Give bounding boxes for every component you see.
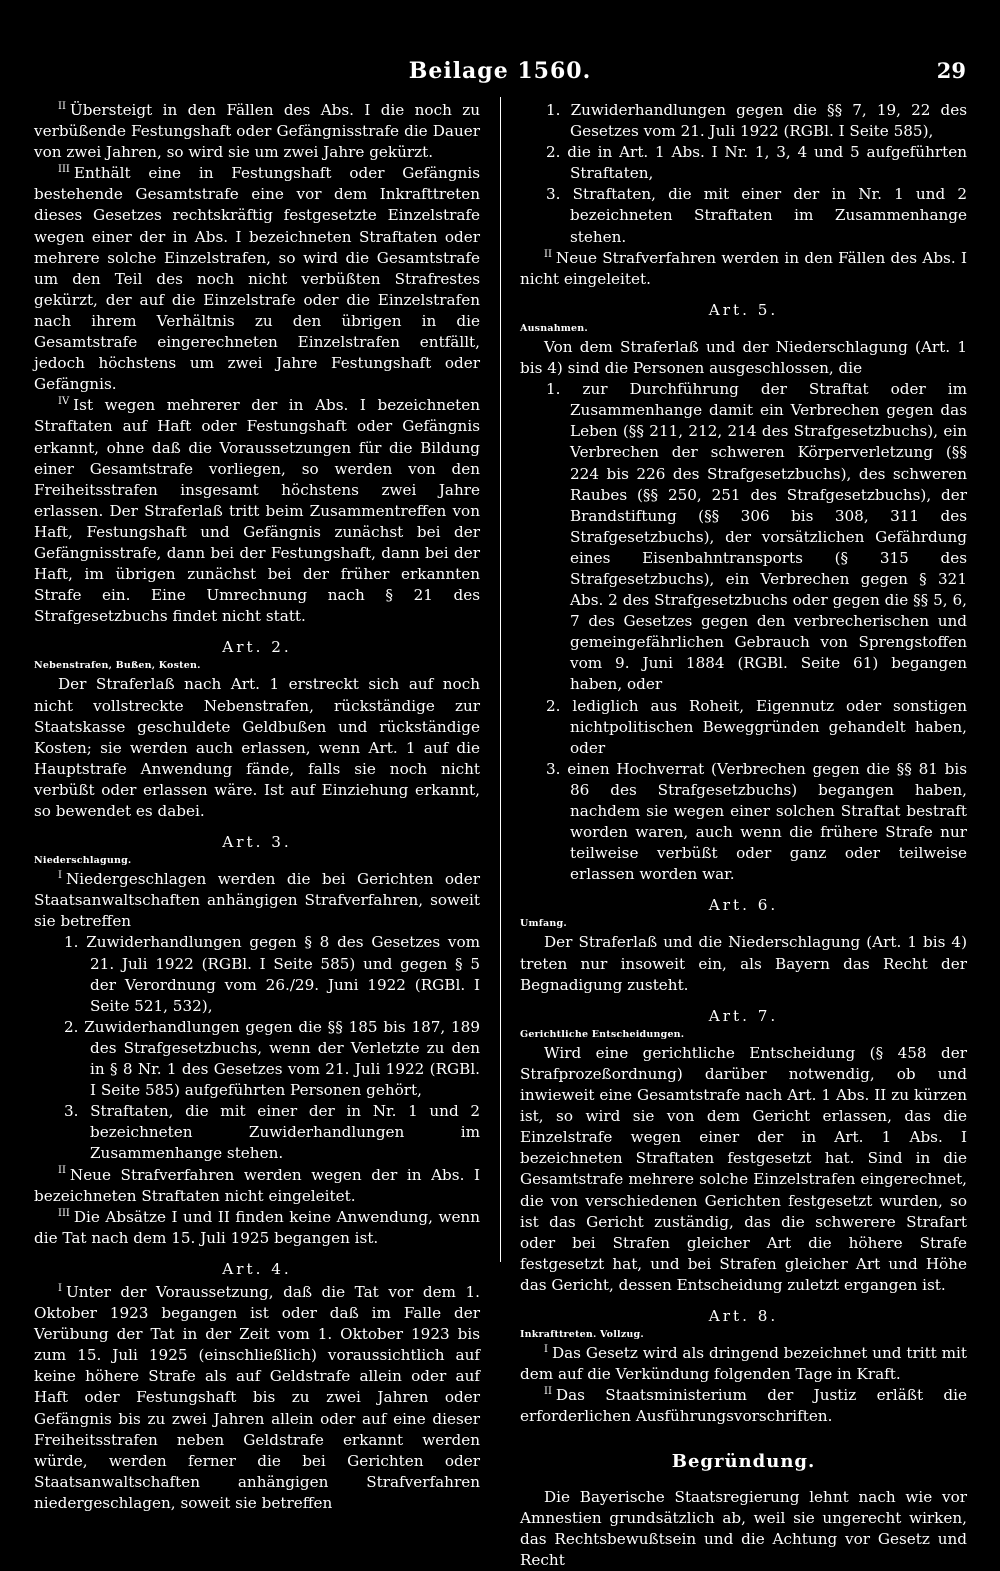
paragraph [520, 1343, 967, 1385]
paragraph-marker: II [544, 1386, 552, 1398]
list-item: 3. Straftaten, die mit einer der in Nr. 1 und 2 bezeichneten Straftaten im Zusammenhange stehen. [546, 185, 967, 246]
page-number: 29 [936, 58, 966, 83]
paragraph-text: Unter der Voraussetzung, daß die Tat vor dem 1. Oktober 1923 begangen ist oder daß im Falle der Verübung der Tat in der Zeit vom 1. Oktober 1923 bis zum 15. Juli 1925 (einschließlich) voraussichtlich auf keine höhere Strafe als auf Geldstrafe allein oder auf Haft oder Festungshaft bis zu zwei Jahren oder Gefängnis bis zu zwei Jahren allein oder auf eine dieser Freiheitsstrafen neben Geldstrafe erkannt werden würde, werden ferner die bei Gerichten oder Staatsanwaltschaften anhängigen Strafverfahren niedergeschlagen, soweit sie betreffen [34, 1282, 480, 1512]
article-heading: Art. 4. [222, 1259, 292, 1278]
column-divider [500, 97, 501, 1262]
paragraph [34, 1282, 480, 1514]
list-item: 3. Straftaten, die mit einer der in Nr. 1 und 2 bezeichneten Zuwiderhandlungen im Zusammenhange stehen. [64, 1102, 480, 1163]
left-column [34, 100, 480, 1514]
margin-note: Nebenstrafen, Bußen, Kosten. [34, 660, 201, 672]
paragraph-marker: IV [58, 396, 70, 408]
paragraph: Wird eine gerichtliche Entscheidung (§ 458 der Strafprozeßordnung) darüber notwendig, ob und inwieweit eine Gesamtstrafe nach Art. 1 Abs. II zu kürzen ist, so wird sie von dem Gericht erlassen, das die Einzelstrafe wegen einer der in Art. 1 Abs. I bezeichneten Straftaten festgesetzt hat. Sind in die Gesamtstrafe mehrere solche Einzelstrafen eingerechnet, die von verschiedenen Gerichten festgesetzt wurden, so ist das Gericht zuständig, das die schwerere Strafart oder bei Strafen gleicher Art die höhere Strafe festgesetzt hat, und bei Strafen gleicher Art und Höhe das Gericht, dessen Entscheidung zuletzt ergangen ist. [520, 1043, 967, 1294]
margin-note: Gerichtliche Entscheidungen. [520, 1028, 685, 1040]
list-item: 2. Zuwiderhandlungen gegen die §§ 185 bis 187, 189 des Strafgesetzbuchs, wenn der Verletzte zu den in § 8 Nr. 1 des Gesetzes vom 21. Juli 1922 (RGBl. I Seite 585) aufgeführten Personen gehört, [64, 1017, 480, 1100]
margin-note: Inkrafttreten. Vollzug. [520, 1329, 644, 1341]
paragraph-marker: I [58, 1282, 62, 1294]
paragraph: Der Straferlaß und die Niederschlagung (Art. 1 bis 4) treten nur insoweit ein, als Bayern das Recht der Begnadigung zusteht. [520, 933, 967, 994]
paragraph [34, 1207, 480, 1249]
paragraph: Der Straferlaß nach Art. 1 erstreckt sich auf noch nicht vollstreckte Nebenstrafen, rückständige zur Staatskasse geschuldete Geldbußen und rückständige Kosten; sie werden auch erlassen, wenn Art. 1 auf die Hauptstrafe Anwendung fände, falls sie noch nicht verbüßt oder erlassen wäre. Ist auf Einziehung erkannt, so bewendet es dabei. [34, 675, 480, 820]
right-column [520, 100, 967, 1571]
page-title: Beilage 1560. [408, 58, 592, 84]
paragraph-marker: II [58, 100, 66, 112]
paragraph [520, 1385, 967, 1427]
list-item: 2. die in Art. 1 Abs. I Nr. 1, 3, 4 und 5 aufgeführten Straftaten, [546, 143, 967, 183]
paragraph-text: Die Absätze I und II finden keine Anwendung, wenn die Tat nach dem 15. Juli 1925 begangen ist. [34, 1207, 480, 1247]
section-heading: Begründung. [671, 1451, 816, 1473]
list-item: 2. lediglich aus Roheit, Eigennutz oder sonstigen nichtpolitischen Beweggründen gehandelt haben, oder [546, 696, 967, 757]
paragraph-text: Das Staatsministerium der Justiz erläßt die erforderlichen Ausführungsvorschriften. [520, 1386, 967, 1426]
paragraph [34, 163, 480, 395]
article-heading: Art. 5. [708, 300, 779, 319]
paragraph: Die Bayerische Staatsregierung lehnt nach wie vor Amnestien grundsätzlich ab, weil sie ungerecht wirken, das Rechtsbewußtsein und die Achtung vor Gesetz und Recht [520, 1487, 967, 1569]
paragraph-text: Niedergeschlagen werden die bei Gerichten oder Staatsanwaltschaften anhängigen Strafverfahren, soweit sie betreffen [34, 870, 480, 931]
paragraph-marker: I [58, 870, 62, 882]
paragraph-marker: III [58, 1207, 70, 1219]
paragraph-marker: I [544, 1344, 548, 1355]
article-heading: Art. 8. [708, 1306, 779, 1325]
article-heading: Art. 3. [222, 833, 292, 852]
article-heading: Art. 6. [708, 896, 779, 915]
list-item: 3. einen Hochverrat (Verbrechen gegen die §§ 81 bis 86 des Strafgesetzbuchs) begangen haben, nachdem sie wegen einer solchen Straftat bestraft worden waren, auch wenn die frühere Strafe nur teilweise verbüßt oder ganz oder teilweise erlassen worden war. [546, 759, 967, 884]
paragraph-text: Neue Strafverfahren werden wegen der in Abs. I bezeichneten Straftaten nicht eingeleitet. [34, 1165, 480, 1205]
paragraph-text: Ist wegen mehrerer der in Abs. I bezeichneten Straftaten auf Haft oder Festungshaft oder Gefängnis erkannt, ohne daß die Voraussetzungen für die Bildung einer Gesamtstrafe vorliegen, so werden von den Freiheitsstrafen insgesamt höchstens zwei Jahre erlassen. Der Straferlaß tritt beim Zusammentreffen von Haft, Festungshaft und Gefängnis zunächst bei der Gefängnisstrafe, dann bei der Festungshaft, dann bei der Haft, im übrigen zunächst bei der früher erkannten Strafe ein. Eine Umrechnung nach § 21 des Strafgesetzbuchs findet nicht statt. [34, 396, 480, 626]
list-item: 1. Zuwiderhandlungen gegen § 8 des Gesetzes vom 21. Juli 1922 (RGBl. I Seite 585) und gegen § 5 der Verordnung vom 26./29. Juni 1922 (RGBl. I Seite 521, 532), [64, 933, 480, 1015]
paragraph-text: Neue Strafverfahren werden in den Fällen des Abs. I nicht eingeleitet. [520, 248, 967, 288]
paragraph [34, 869, 480, 932]
paragraph-text: Das Gesetz wird als dringend bezeichnet und tritt mit dem auf die Verkündung folgenden Tage in Kraft. [520, 1344, 967, 1384]
page-header [0, 58, 1000, 88]
paragraph-marker: III [58, 164, 70, 176]
paragraph-text: Enthält eine in Festungshaft oder Gefängnis bestehende Gesamtstrafe eine vor dem Inkrafttreten dieses Gesetzes rechtskräftig festgesetzte Einzelstrafe wegen einer der in Abs. I bezeichneten Straftaten oder mehrere solche Einzelstrafen, so wird die Gesamtstrafe um den Teil des noch nicht verbüßten Strafrestes gekürzt, der auf die Einzelstrafe oder die Einzelstrafen nach ihrem Verhältnis zu den übrigen in die Gesamtstrafe eingerechneten Einzelstrafen entfällt, jedoch höchstens um zwei Jahre Festungshaft oder Gefängnis. [34, 164, 480, 394]
paragraph [34, 395, 480, 627]
paragraph-marker: II [58, 1165, 66, 1177]
article-heading: Art. 7. [708, 1006, 779, 1025]
paragraph: Von dem Straferlaß und der Niederschlagung (Art. 1 bis 4) sind die Personen ausgeschlossen, die [520, 337, 967, 378]
margin-note: Niederschlagung. [34, 855, 132, 867]
list-item: 1. Zuwiderhandlungen gegen die §§ 7, 19, 22 des Gesetzes vom 21. Juli 1922 (RGBl. I Seite 585), [546, 101, 967, 141]
paragraph-text: Übersteigt in den Fällen des Abs. I die noch zu verbüßende Festungshaft oder Gefängnisstrafe die Dauer von zwei Jahren, so wird sie um zwei Jahre gekürzt. [34, 101, 480, 162]
margin-note: Ausnahmen. [520, 322, 588, 334]
paragraph [520, 248, 967, 290]
list-item: 1. zur Durchführung der Straftat oder im Zusammenhange damit ein Verbrechen gegen das Leben (§§ 211, 212, 214 des Strafgesetzbuchs), ein Verbrechen der schweren Körperverletzung (§§ 224 bis 226 des Strafgesetzbuchs), des schweren Raubes (§§ 250, 251 des Strafgesetzbuchs), der Brandstiftung (§§ 306 bis 308, 311 des Strafgesetzbuchs), der vorsätzlichen Gefährdung eines Eisenbahntransports (§ 315 des Strafgesetzbuchs), ein Verbrechen gegen § 321 Abs. 2 des Strafgesetzbuchs oder gegen die §§ 5, 6, 7 des Gesetzes gegen den verbrecherischen und gemeingefährlichen Gebrauch von Sprengstoffen vom 9. Juni 1884 (RGBl. Seite 61) begangen haben, oder [546, 380, 967, 694]
paragraph [34, 1165, 480, 1207]
paragraph-marker: II [544, 248, 552, 260]
paragraph [34, 100, 480, 163]
article-heading: Art. 2. [222, 638, 292, 657]
margin-note: Umfang. [520, 918, 567, 930]
